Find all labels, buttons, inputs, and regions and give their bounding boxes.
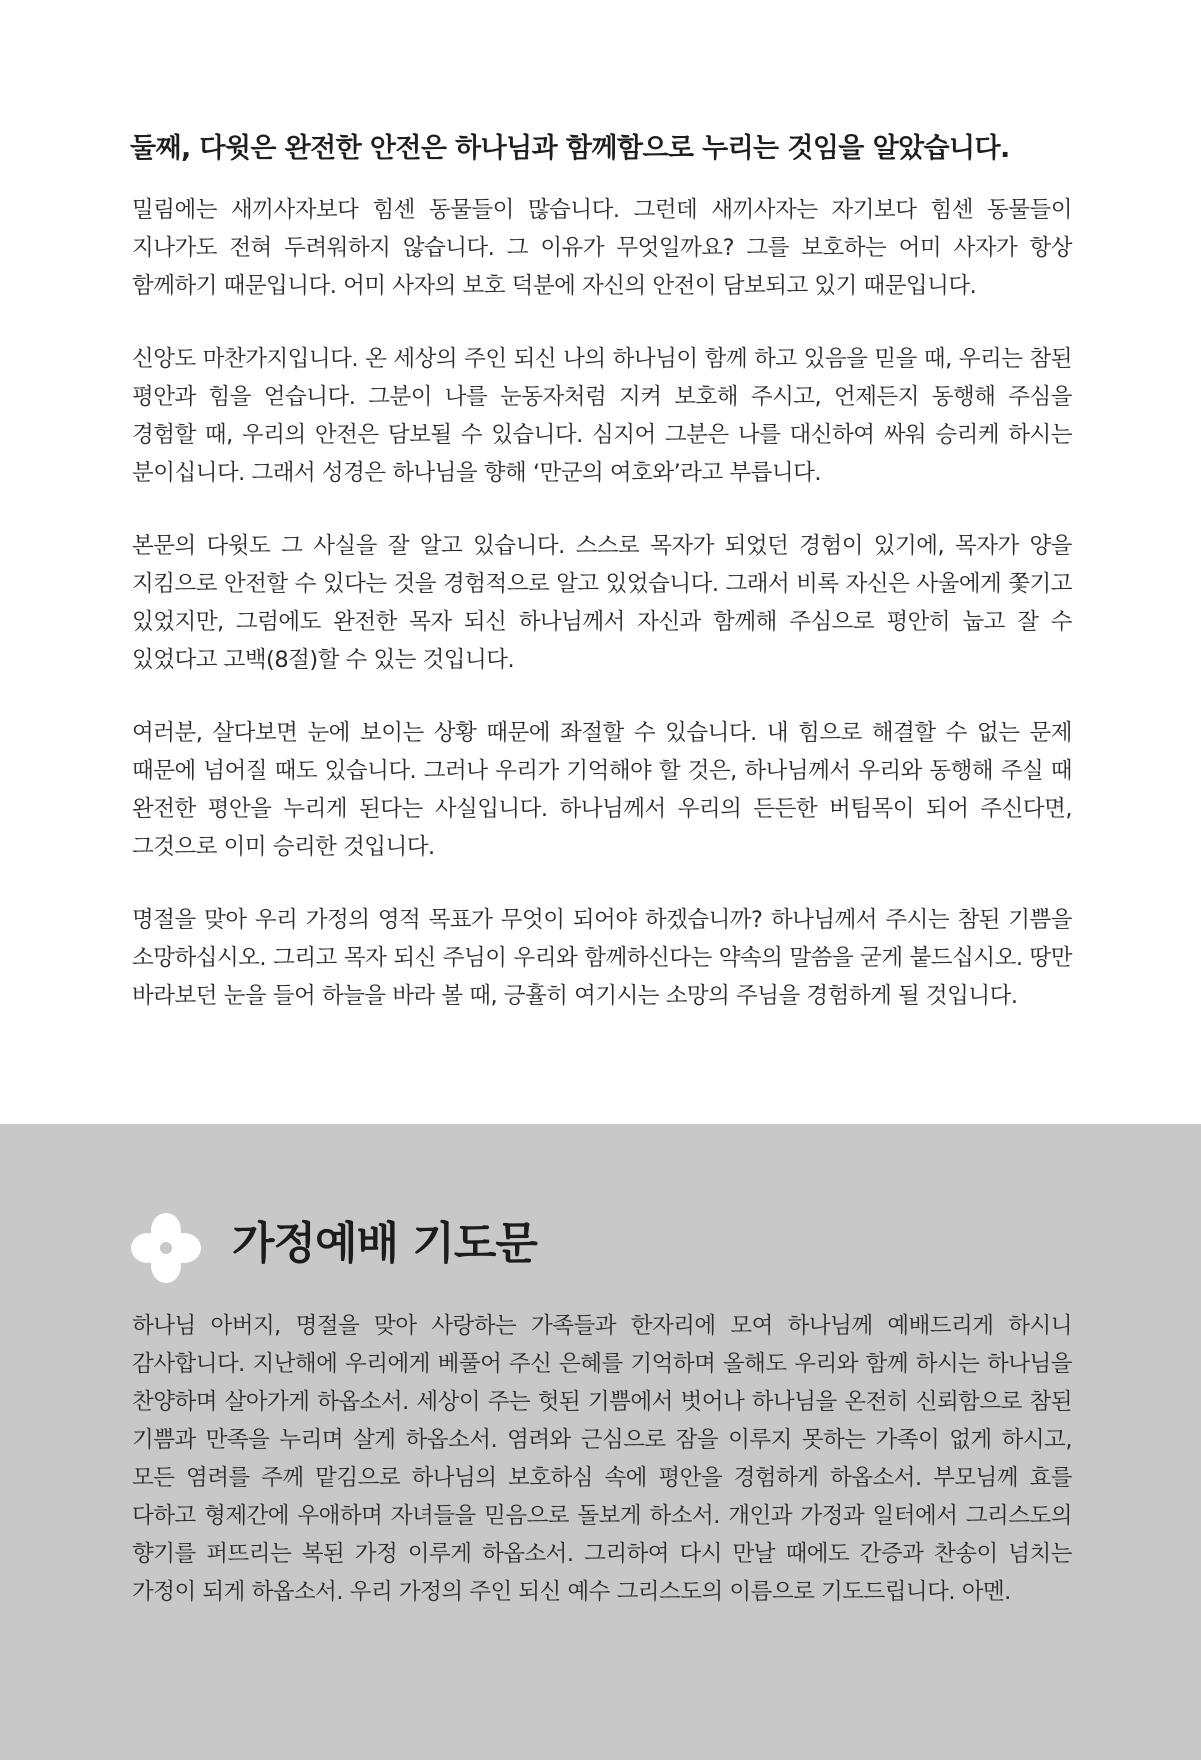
sermon-paragraph-3: 본문의 다윗도 그 사실을 잘 알고 있습니다. 스스로 목자가 되었던 경험이 있기에, 목자가 양을 지킴으로 안전할 수 있다는 것을 경험적으로 알고 있었습니다. 그래서 비록 자신은 사울에게 쫓기고 있었지만, 그럼에도 완전한 목자 되신 하나님께서 자신과 함께해 주심으로 평안히 눕고 잘 수 있었다고 고백(8절)할 수 있는 것입니다. xyxy=(132,533,1072,673)
sermon-paragraph-4: 여러분, 살다보면 눈에 보이는 상황 때문에 좌절할 수 있습니다. 내 힘으로 해결할 수 없는 문제 때문에 넘어질 때도 있습니다. 그러나 우리가 기억해야 할 것은, 하나님께서 우리와 동행해 주실 때 완전한 평안을 누리게 된다는 사실입니다. 하나님께서 우리의 든든한 버팀목이 되어 주신다면, 그것으로 이미 승리한 것입니다. xyxy=(132,720,1072,860)
sermon-paragraph-1: 밀림에는 새끼사자보다 힘센 동물들이 많습니다. 그런데 새끼사자는 자기보다 힘센 동물들이 지나가도 전혀 두려워하지 않습니다. 그 이유가 무엇일까요? 그를 보호하는 어미 사자가 항상 함께하기 때문입니다. 어미 사자의 보호 덕분에 자신의 안전이 담보되고 있기 때문입니다. xyxy=(132,197,1072,299)
sermon-heading: 둘째, 다윗은 완전한 안전은 하나님과 함께함으로 누리는 것임을 알았습니다. xyxy=(130,133,1010,164)
four-petal-flower-icon xyxy=(128,1210,204,1286)
prayer-section xyxy=(0,1124,1201,1760)
sermon-paragraph-2: 신앙도 마찬가지입니다. 온 세상의 주인 되신 나의 하나님이 함께 하고 있음을 믿을 때, 우리는 참된 평안과 힘을 얻습니다. 그분이 나를 눈동자처럼 지켜 보호해 주시고, 언제든지 동행해 주심을 경험할 때, 우리의 안전은 담보될 수 있습니다. 심지어 그분은 나를 대신하여 싸워 승리케 하시는 분이십니다. 그래서 성경은 하나님을 향해 ‘만군의 여호와’라고 부릅니다. xyxy=(132,346,1072,486)
prayer-title: 가정예배 기도문 xyxy=(232,1218,537,1269)
sermon-paragraph-5: 명절을 맞아 우리 가정의 영적 목표가 무엇이 되어야 하겠습니까? 하나님께서 주시는 참된 기쁨을 소망하십시오. 그리고 목자 되신 주님이 우리와 함께하신다는 약속의 말씀을 굳게 붙드십시오. 땅만 바라보던 눈을 들어 하늘을 바라 볼 때, 긍휼히 여기시는 소망의 주님을 경험하게 될 것입니다. xyxy=(132,907,1072,1009)
prayer-text: 하나님 아버지, 명절을 맞아 사랑하는 가족들과 한자리에 모여 하나님께 예배드리게 하시니 감사합니다. 지난해에 우리에게 베풀어 주신 은혜를 기억하며 올해도 우리와 함께 하시는 하나님을 찬양하며 살아가게 하옵소서. 세상이 주는 헛된 기쁨에서 벗어나 하나님을 온전히 신뢰함으로 참된 기쁨과 만족을 누리며 살게 하옵소서. 염려와 근심으로 잠을 이루지 못하는 가족이 없게 하시고, 모든 염려를 주께 맡김으로 하나님의 보호하심 속에 평안을 경험하게 하옵소서. 부모님께 효를 다하고 형제간에 우애하며 자녀들을 믿음으로 돌보게 하소서. 개인과 가정과 일터에서 그리스도의 향기를 퍼뜨리는 복된 가정 이루게 하옵소서. 그리하여 다시 만날 때에도 간증과 찬송이 넘치는 가정이 되게 하옵소서. 우리 가정의 주인 되신 예수 그리스도의 이름으로 기도드립니다. 아멘. xyxy=(132,1313,1072,1605)
sermon-body xyxy=(132,191,1072,1050)
prayer-header xyxy=(128,1210,1028,1286)
